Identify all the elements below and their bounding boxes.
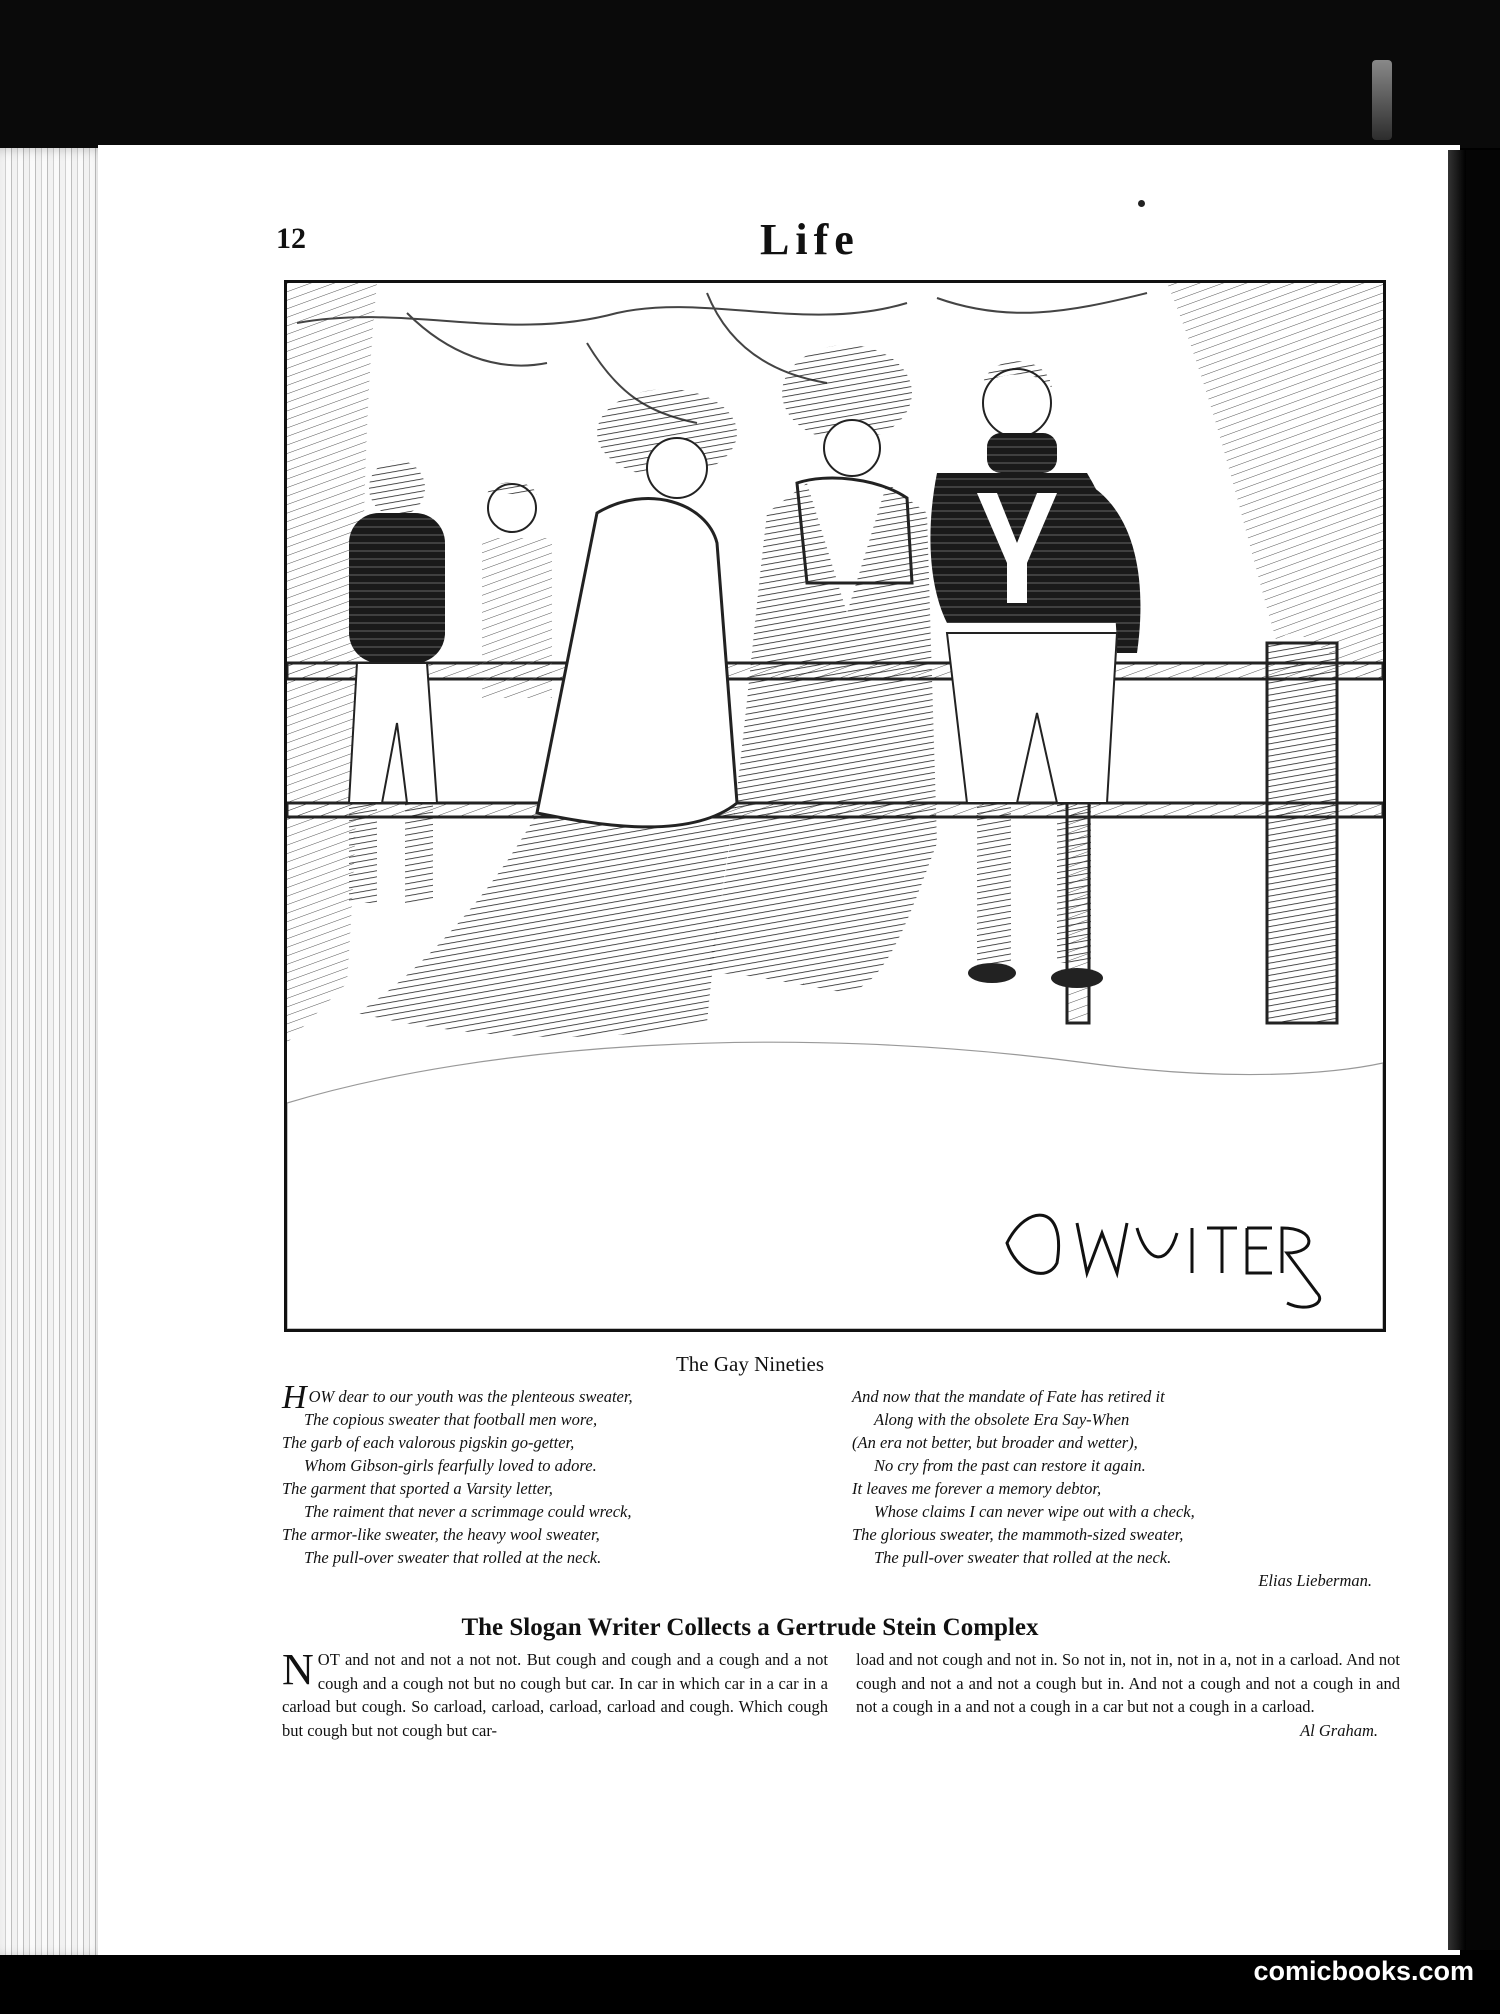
article-dropcap: N	[282, 1645, 314, 1694]
poem-line: It leaves me forever a memory debtor,	[852, 1479, 1102, 1498]
article-right-text: load and not cough and not in. So not in, not in, not in a, not in a carload. And not cough and not a and not a cough but in. And not a cough and not a cough in and not a cough in a and not a cough in a car but not a cough in a carload.	[856, 1650, 1400, 1716]
scan-top-band	[0, 0, 1500, 148]
illustration-frame	[284, 280, 1386, 1332]
poem-right-column	[852, 1385, 1382, 1592]
poem-line: Whose claims I can never wipe out with a check,	[874, 1502, 1195, 1521]
poem-line: The raiment that never a scrimmage could wreck,	[304, 1502, 632, 1521]
scan-glare	[1372, 60, 1392, 140]
article-left-column	[282, 1645, 828, 1742]
poem-author: Elias Lieberman.	[1258, 1571, 1372, 1590]
poem-title: The Gay Nineties	[675, 1352, 825, 1376]
poem-line: Whom Gibson-girls fearfully loved to adore.	[304, 1456, 597, 1475]
ink-dot	[1138, 200, 1145, 207]
poem-line: The garment that sported a Varsity letter,	[282, 1479, 553, 1498]
book-page-edges	[0, 148, 110, 1958]
football-sweater-illustration	[287, 283, 1383, 1329]
poem-first-line-text: OW dear to our youth was the plenteous sweater,	[308, 1387, 633, 1406]
poem-line: And now that the mandate of Fate has retired it	[852, 1387, 1165, 1406]
poem-left-column	[282, 1379, 822, 1569]
poem-line: The copious sweater that football men wore,	[304, 1410, 598, 1429]
page-number: 12	[276, 222, 306, 255]
poem-line: (An era not better, but broader and wetter),	[852, 1433, 1138, 1452]
scan-right-edge	[1466, 150, 1500, 1950]
poem-line: The pull-over sweater that rolled at the neck.	[874, 1548, 1172, 1567]
poem-dropcap: H	[282, 1379, 307, 1416]
poem-line: Along with the obsolete Era Say-When	[874, 1410, 1130, 1429]
article-author: Al Graham.	[1300, 1720, 1378, 1740]
article-left-text: OT and not and not a not not. But cough and cough and a cough and a not cough and a cough not but no cough but car. In car in which car in a car in a carload but cough. So carload, carload, carload, carload and cough. Which cough but cough but not cough but car-	[282, 1650, 828, 1740]
article-right-column	[856, 1648, 1400, 1742]
book-gutter	[1448, 150, 1466, 1950]
poem-line: No cry from the past can restore it again.	[874, 1456, 1146, 1475]
poem-line: The armor-like sweater, the heavy wool sweater,	[282, 1525, 600, 1544]
poem-line: The garb of each valorous pigskin go-getter,	[282, 1433, 575, 1452]
poem-first-line	[282, 1379, 822, 1416]
watermark-logo: comicbooks.com	[1253, 1956, 1474, 1986]
article-title: The Slogan Writer Collects a Gertrude Stein Complex	[461, 1614, 1039, 1641]
poem-line: The pull-over sweater that rolled at the neck.	[304, 1548, 602, 1567]
masthead-title: Life	[760, 215, 860, 264]
poem-line: The glorious sweater, the mammoth-sized sweater,	[852, 1525, 1184, 1544]
